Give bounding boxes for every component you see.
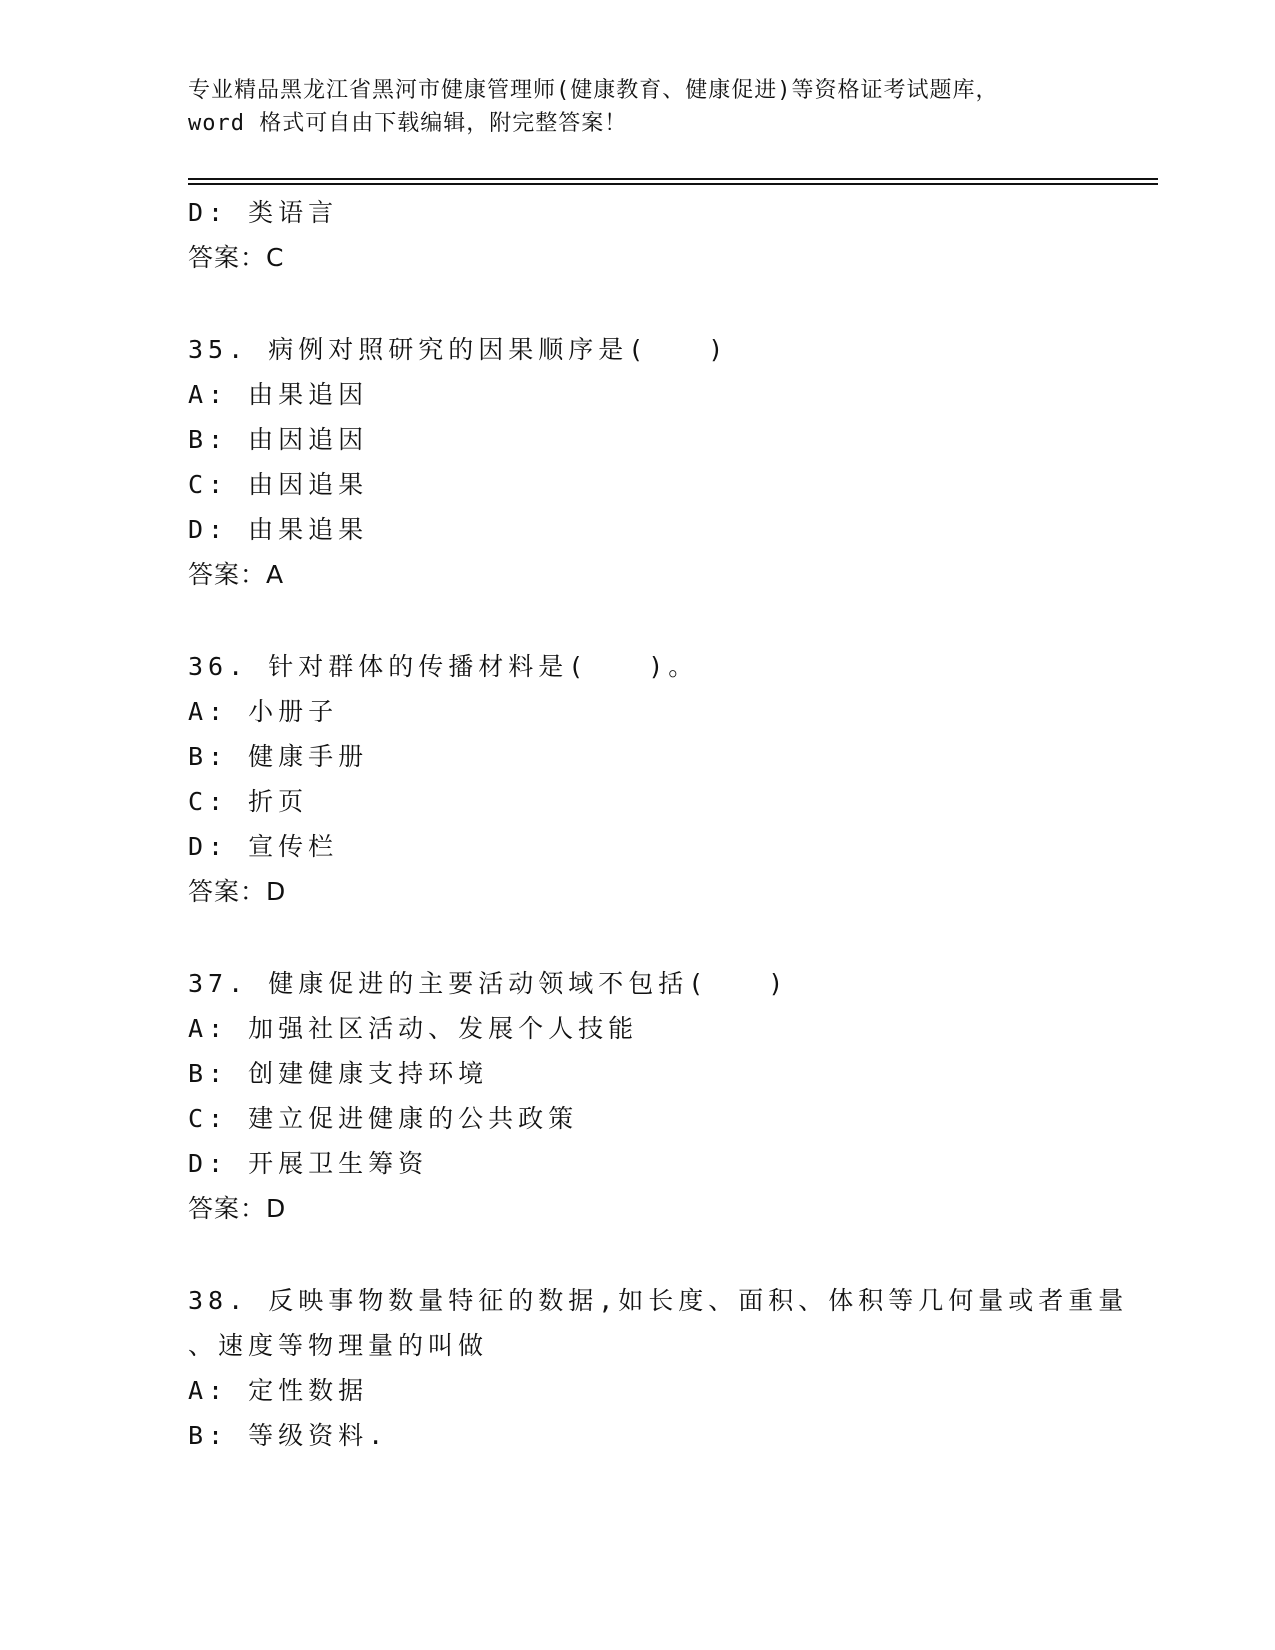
question-37 [188,961,1148,1231]
option-b: B: 健康手册 [188,742,369,771]
option-c: C: 折页 [188,787,309,816]
question-35 [188,327,1148,597]
question-stem: 37. 健康促进的主要活动领域不包括( ) [188,969,789,998]
option-a: A: 小册子 [188,697,339,726]
answer: 答案：A [188,560,285,589]
question-stem: 36. 针对群体的传播材料是( )。 [188,652,699,681]
option-b: B: 由因追因 [188,425,369,454]
header-line-1: 专业精品黑龙江省黑河市健康管理师(健康教育、健康促进)等资格证考试题库， [188,78,999,103]
question-stem-line-1: 38. 反映事物数量特征的数据,如长度、面积、体积等几何量或者重量 [188,1286,1129,1315]
header-rule-bottom [188,183,1158,185]
option-a: A: 定性数据 [188,1376,369,1405]
answer: 答案：C [188,243,285,272]
option-d: D: 宣传栏 [188,832,339,861]
document-header [188,74,1088,140]
option-c: C: 由因追果 [188,470,369,499]
option-b: B: 创建健康支持环境 [188,1059,489,1088]
question-36 [188,644,1148,914]
option-a: A: 由果追因 [188,380,369,409]
question-stem-line-2: 、速度等物理量的叫做 [188,1331,489,1360]
option-d: D: 类语言 [188,198,339,227]
question-stem: 35. 病例对照研究的因果顺序是( ) [188,335,729,364]
option-a: A: 加强社区活动、发展个人技能 [188,1014,639,1043]
option-d: D: 开展卫生筹资 [188,1149,429,1178]
option-d: D: 由果追果 [188,515,369,544]
option-b: B: 等级资料. [188,1421,389,1450]
option-c: C: 建立促进健康的公共政策 [188,1104,579,1133]
header-rule-top [188,178,1158,180]
header-line-2: word 格式可自由下载编辑，附完整答案！ [188,111,628,136]
question-38 [188,1278,1148,1458]
previous-question-tail [188,190,1148,280]
answer: 答案：D [188,877,287,906]
answer: 答案：D [188,1194,287,1223]
question-list [188,190,1148,1458]
